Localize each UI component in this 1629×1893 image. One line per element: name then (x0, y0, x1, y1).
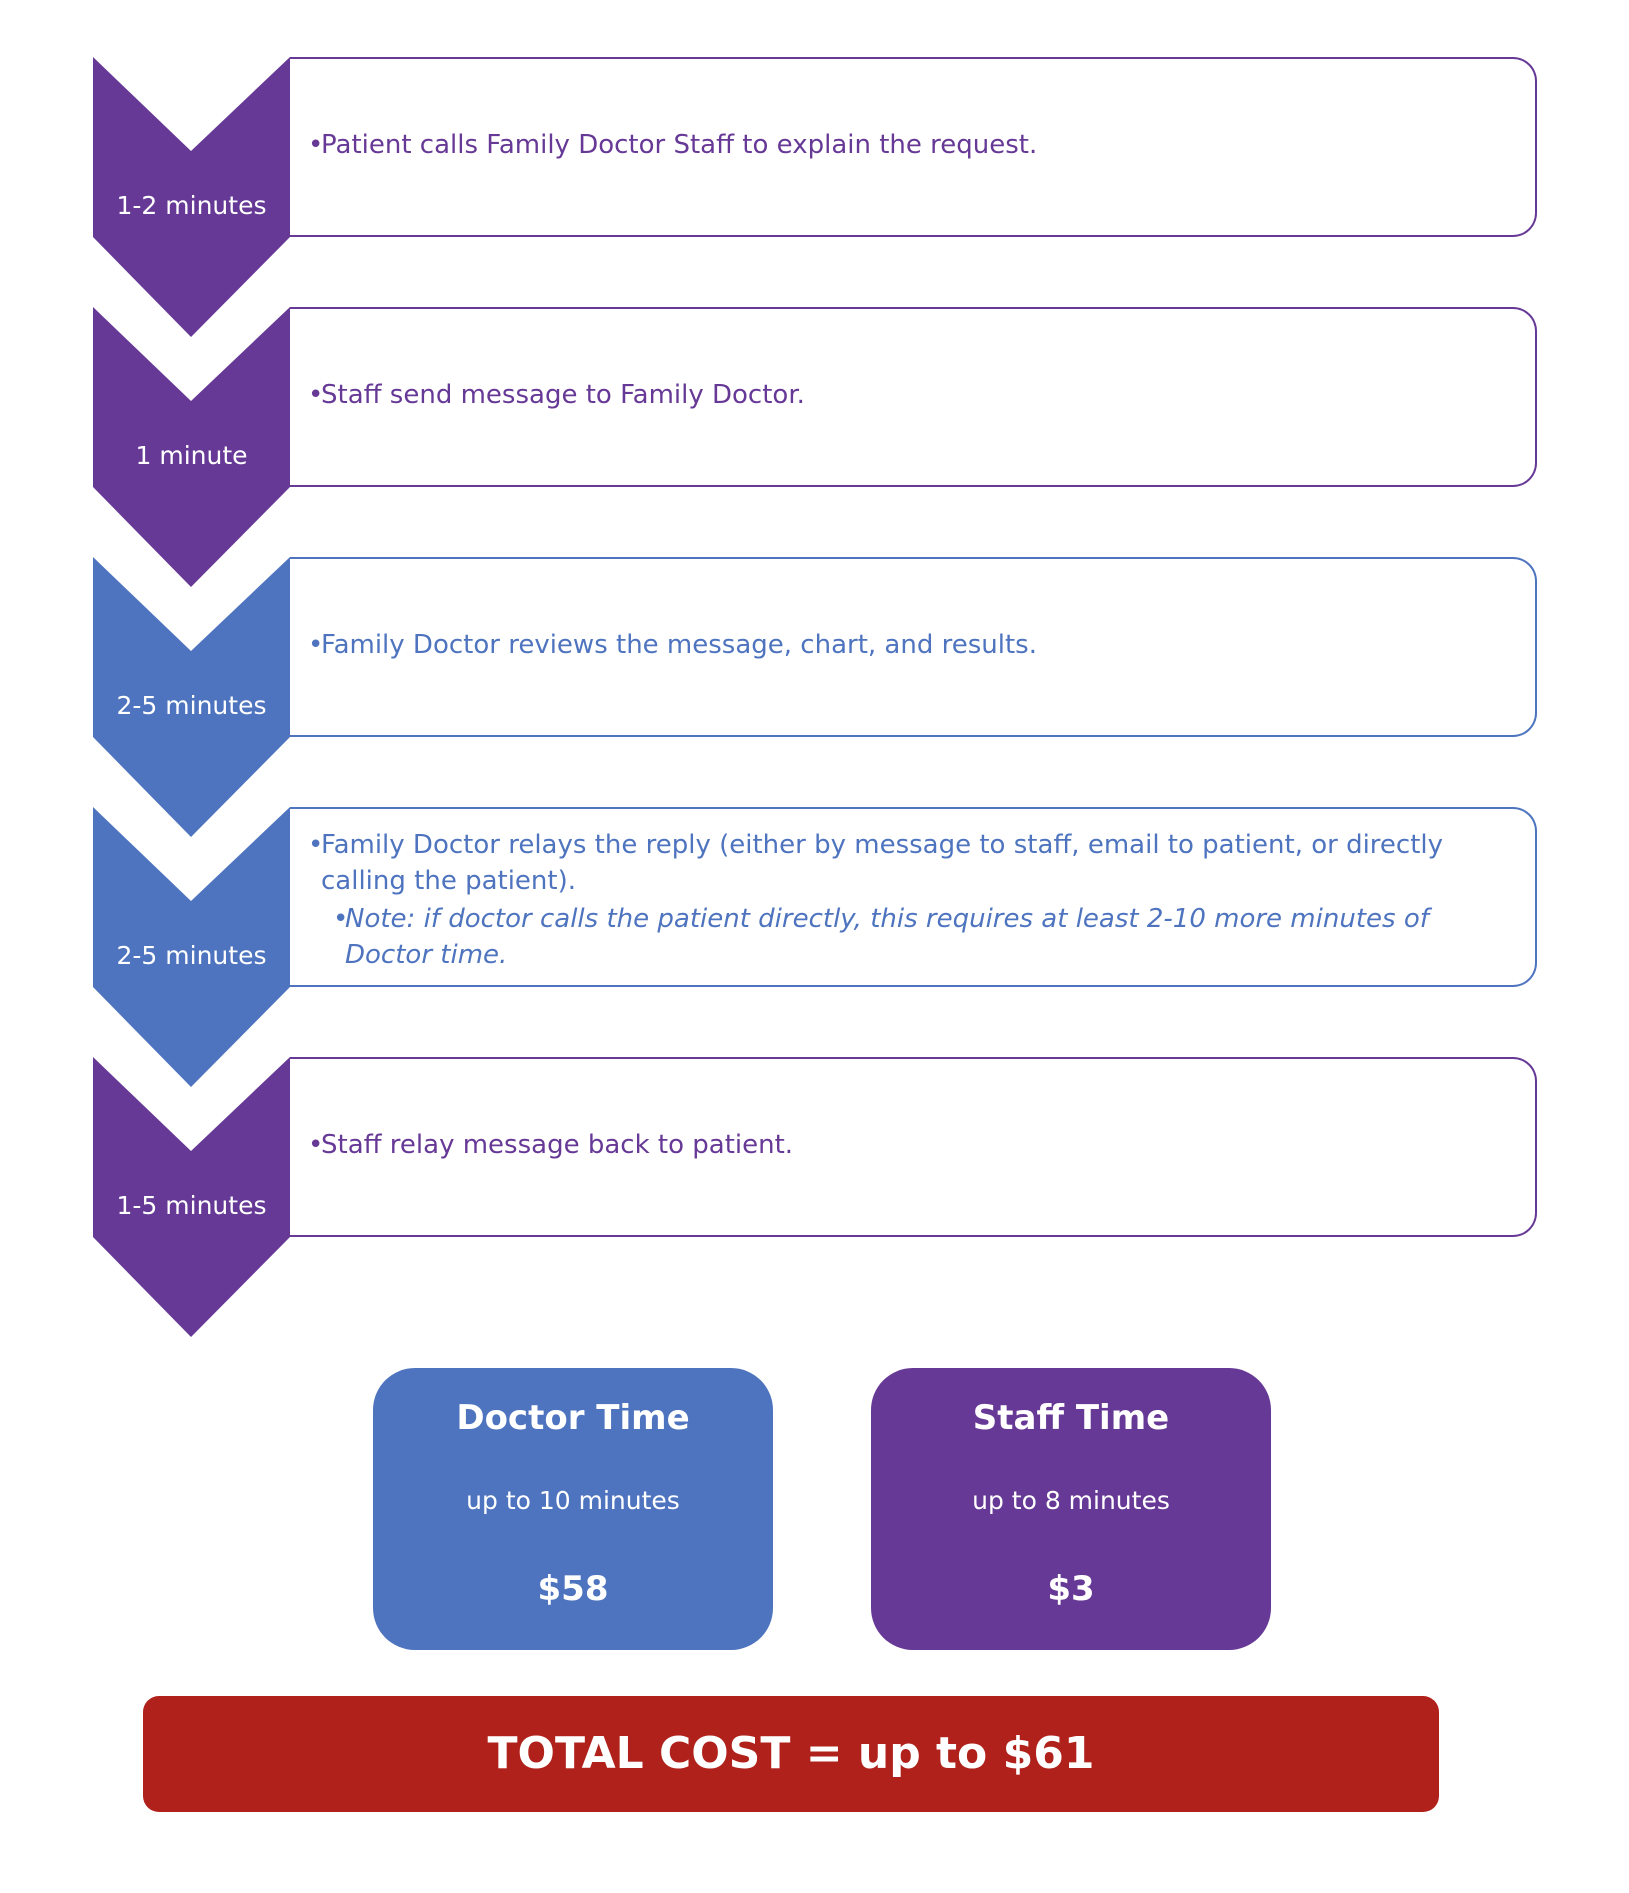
step-description: • Family Doctor relays the reply (either by message to staff, email to patient, or directly calling the patient). (308, 827, 1508, 899)
process-step (0, 1057, 1629, 1397)
staff-time-cost: $3 (1047, 1569, 1095, 1609)
step-text-block (308, 377, 1508, 413)
step-duration: 1 minute (135, 441, 248, 470)
staff-time-card (871, 1368, 1271, 1650)
step-duration: 1-5 minutes (116, 1191, 267, 1220)
step-note (308, 901, 1508, 973)
step-description: • Staff send message to Family Doctor. (308, 377, 1508, 413)
doctor-time-title: Doctor Time (456, 1398, 690, 1438)
doctor-time-card (373, 1368, 773, 1650)
step-note-text: • Note: if doctor calls the patient directly, this requires at least 2-10 more minutes of Doctor time. (333, 901, 1508, 973)
step-duration: 2-5 minutes (116, 941, 267, 970)
doctor-time-cost: $58 (537, 1569, 609, 1609)
step-text-block (308, 627, 1508, 663)
doctor-time-duration: up to 10 minutes (466, 1486, 680, 1515)
step-description: • Patient calls Family Doctor Staff to explain the request. (308, 127, 1508, 163)
staff-time-duration: up to 8 minutes (972, 1486, 1170, 1515)
step-duration: 2-5 minutes (116, 691, 267, 720)
step-text-block (308, 127, 1508, 163)
total-cost-bar: TOTAL COST = up to $61 (143, 1696, 1439, 1812)
step-text-block (308, 827, 1508, 973)
staff-time-title: Staff Time (972, 1398, 1170, 1438)
step-description: • Staff relay message back to patient. (308, 1127, 1508, 1163)
step-text-block (308, 1127, 1508, 1163)
step-description: • Family Doctor reviews the message, chart, and results. (308, 627, 1508, 663)
step-duration: 1-2 minutes (116, 191, 267, 220)
